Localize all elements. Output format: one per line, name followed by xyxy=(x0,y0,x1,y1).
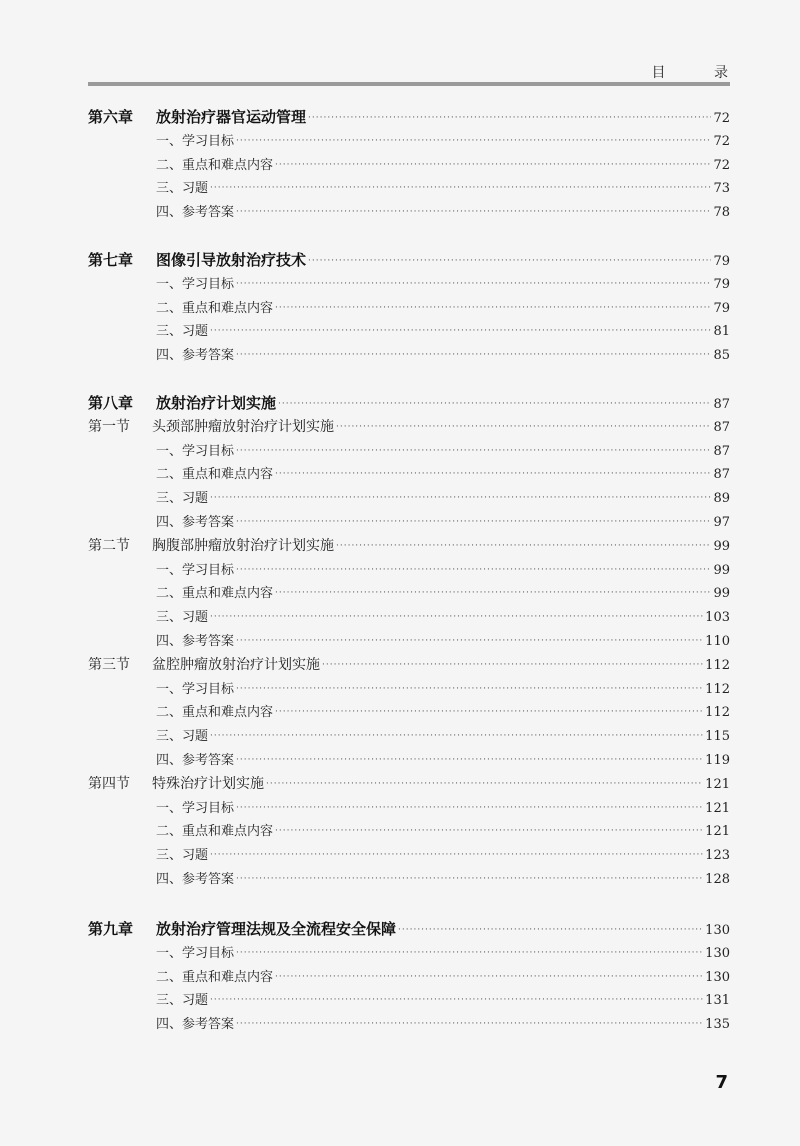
toc-entry[interactable] xyxy=(156,154,730,176)
dot-leader xyxy=(210,493,711,503)
chapter-number: 第八章 xyxy=(88,394,134,412)
item-title: 一、学习目标 xyxy=(156,133,235,149)
page-number: 7 xyxy=(715,1072,728,1093)
toc-entry[interactable] xyxy=(156,1013,730,1035)
toc-entry[interactable] xyxy=(156,989,730,1011)
item-page-number: 99 xyxy=(713,586,730,602)
dot-leader xyxy=(275,588,711,598)
item-title: 四、参考答案 xyxy=(156,348,235,364)
dot-leader xyxy=(210,731,703,741)
toc-entry[interactable] xyxy=(156,749,730,771)
item-title: 一、学习目标 xyxy=(156,945,235,961)
dot-leader xyxy=(210,850,703,860)
section-number: 第四节 xyxy=(88,775,130,792)
toc-entry[interactable] xyxy=(156,966,730,988)
item-title: 三、习题 xyxy=(156,181,209,197)
item-title: 一、学习目标 xyxy=(156,681,235,697)
dot-leader xyxy=(278,399,711,409)
item-title: 四、参考答案 xyxy=(156,205,235,221)
dot-leader xyxy=(236,948,703,958)
toc-entry[interactable] xyxy=(156,344,730,366)
toc-entry[interactable] xyxy=(156,678,730,700)
section-page-number: 112 xyxy=(705,657,730,673)
dot-leader xyxy=(210,326,711,336)
item-title: 二、重点和难点内容 xyxy=(156,300,274,316)
chapter-page-number: 79 xyxy=(713,254,730,269)
chapter-title: 放射治疗计划实施 xyxy=(156,394,277,412)
item-title: 二、重点和难点内容 xyxy=(156,586,274,602)
item-page-number: 131 xyxy=(705,993,730,1009)
toc-entry[interactable] xyxy=(156,701,730,723)
item-page-number: 115 xyxy=(705,729,730,745)
dot-leader xyxy=(210,612,703,622)
toc-section[interactable] xyxy=(88,416,730,438)
chapter-title: 放射治疗管理法规及全流程安全保障 xyxy=(156,920,397,938)
item-page-number: 85 xyxy=(713,348,730,364)
header-rule xyxy=(88,82,730,86)
chapter-number: 第九章 xyxy=(88,920,134,938)
toc-entry[interactable] xyxy=(156,559,730,581)
item-title: 二、重点和难点内容 xyxy=(156,467,274,483)
toc-entry[interactable] xyxy=(156,463,730,485)
chapter-title: 放射治疗器官运动管理 xyxy=(156,108,307,126)
dot-leader xyxy=(236,1019,703,1029)
section-page-number: 99 xyxy=(713,538,730,554)
chapter-title: 图像引导放射治疗技术 xyxy=(156,251,307,269)
item-title: 三、习题 xyxy=(156,993,209,1009)
dot-leader xyxy=(236,755,703,765)
toc-section[interactable] xyxy=(88,535,730,557)
item-title: 二、重点和难点内容 xyxy=(156,969,274,985)
item-page-number: 73 xyxy=(713,181,730,197)
item-page-number: 123 xyxy=(705,848,730,864)
item-title: 四、参考答案 xyxy=(156,634,235,649)
dot-leader xyxy=(236,803,703,813)
chapter-number: 第七章 xyxy=(88,251,134,269)
toc-section[interactable] xyxy=(88,654,730,676)
dot-leader xyxy=(236,684,703,694)
dot-leader xyxy=(308,256,711,266)
toc-entry[interactable] xyxy=(156,844,730,866)
section-page-number: 87 xyxy=(713,419,730,435)
section-number: 第一节 xyxy=(88,418,130,435)
toc-entry[interactable] xyxy=(156,440,730,462)
item-page-number: 112 xyxy=(705,705,730,721)
section-title: 特殊治疗计划实施 xyxy=(152,775,264,792)
item-page-number: 99 xyxy=(713,562,730,578)
toc-entry[interactable] xyxy=(156,201,730,223)
item-page-number: 110 xyxy=(705,634,730,649)
toc-entry[interactable] xyxy=(156,511,730,533)
item-title: 四、参考答案 xyxy=(156,753,235,768)
section-title: 胸腹部肿瘤放射治疗计划实施 xyxy=(152,537,334,554)
dot-leader xyxy=(236,207,711,217)
dot-leader xyxy=(236,350,711,360)
section-number: 第二节 xyxy=(88,537,130,554)
toc-entry[interactable] xyxy=(156,582,730,604)
item-page-number: 78 xyxy=(713,205,730,221)
toc-entry[interactable] xyxy=(156,130,730,152)
dot-leader xyxy=(275,303,711,313)
item-page-number: 130 xyxy=(705,945,730,961)
chapter-number: 第六章 xyxy=(88,108,134,126)
item-page-number: 79 xyxy=(713,300,730,316)
dot-leader xyxy=(398,925,703,935)
toc-entry[interactable] xyxy=(156,177,730,199)
chapter-page-number: 72 xyxy=(713,111,730,126)
item-page-number: 119 xyxy=(705,753,730,768)
toc-chapter[interactable] xyxy=(88,249,730,271)
item-title: 四、参考答案 xyxy=(156,1017,235,1033)
item-title: 三、习题 xyxy=(156,848,209,864)
item-page-number: 112 xyxy=(705,681,730,697)
item-title: 三、习题 xyxy=(156,491,209,507)
toc-entry[interactable] xyxy=(156,725,730,747)
item-title: 一、学习目标 xyxy=(156,800,235,816)
section-title: 头颈部肿瘤放射治疗计划实施 xyxy=(152,418,334,435)
chapter-page-number: 130 xyxy=(705,923,730,938)
toc-entry[interactable] xyxy=(156,487,730,509)
section-number: 第三节 xyxy=(88,656,130,673)
item-page-number: 87 xyxy=(713,443,730,459)
dot-leader xyxy=(336,422,711,432)
item-page-number: 130 xyxy=(705,969,730,985)
dot-leader xyxy=(236,446,711,456)
item-page-number: 121 xyxy=(705,800,730,816)
item-page-number: 103 xyxy=(705,610,730,626)
toc-chapter[interactable] xyxy=(88,918,730,940)
item-page-number: 121 xyxy=(705,824,730,840)
section-title: 盆腔肿瘤放射治疗计划实施 xyxy=(152,656,320,673)
dot-leader xyxy=(236,636,703,646)
item-page-number: 81 xyxy=(713,324,730,340)
dot-leader xyxy=(236,279,711,289)
toc-entry[interactable] xyxy=(156,868,730,890)
item-page-number: 89 xyxy=(713,491,730,507)
item-title: 一、学习目标 xyxy=(156,276,235,292)
toc-entry[interactable] xyxy=(156,797,730,819)
toc-entry[interactable] xyxy=(156,320,730,342)
item-title: 三、习题 xyxy=(156,610,209,626)
toc-entry[interactable] xyxy=(156,297,730,319)
item-title: 一、学习目标 xyxy=(156,562,235,578)
item-title: 三、习题 xyxy=(156,729,209,745)
dot-leader xyxy=(210,995,703,1005)
dot-leader xyxy=(275,826,703,836)
item-page-number: 128 xyxy=(705,872,730,887)
dot-leader xyxy=(236,517,711,527)
item-title: 四、参考答案 xyxy=(156,515,235,530)
toc-section[interactable] xyxy=(88,773,730,795)
item-title: 四、参考答案 xyxy=(156,872,235,887)
item-title: 二、重点和难点内容 xyxy=(156,157,274,173)
dot-leader xyxy=(266,779,703,789)
dot-leader xyxy=(236,136,711,146)
item-title: 三、习题 xyxy=(156,324,209,340)
item-title: 一、学习目标 xyxy=(156,443,235,459)
item-page-number: 87 xyxy=(713,467,730,483)
running-header-title: 目 录 xyxy=(651,65,750,81)
dot-leader xyxy=(308,113,711,123)
toc-entry[interactable] xyxy=(156,606,730,628)
item-page-number: 135 xyxy=(705,1017,730,1033)
section-page-number: 121 xyxy=(705,776,730,792)
item-page-number: 79 xyxy=(713,276,730,292)
item-title: 二、重点和难点内容 xyxy=(156,705,274,721)
toc-chapter[interactable] xyxy=(88,106,730,128)
toc-entry[interactable] xyxy=(156,273,730,295)
dot-leader xyxy=(275,707,703,717)
toc-chapter[interactable] xyxy=(88,392,730,414)
dot-leader xyxy=(275,160,711,170)
item-title: 二、重点和难点内容 xyxy=(156,824,274,840)
item-page-number: 72 xyxy=(713,133,730,149)
dot-leader xyxy=(236,874,703,884)
item-page-number: 72 xyxy=(713,157,730,173)
dot-leader xyxy=(275,972,703,982)
dot-leader xyxy=(275,469,711,479)
dot-leader xyxy=(210,183,711,193)
item-page-number: 97 xyxy=(713,515,730,530)
dot-leader xyxy=(236,565,711,575)
dot-leader xyxy=(322,660,703,670)
chapter-page-number: 87 xyxy=(713,397,730,412)
toc-entry[interactable] xyxy=(156,942,730,964)
toc-entry[interactable] xyxy=(156,630,730,652)
dot-leader xyxy=(336,541,711,551)
toc-entry[interactable] xyxy=(156,820,730,842)
